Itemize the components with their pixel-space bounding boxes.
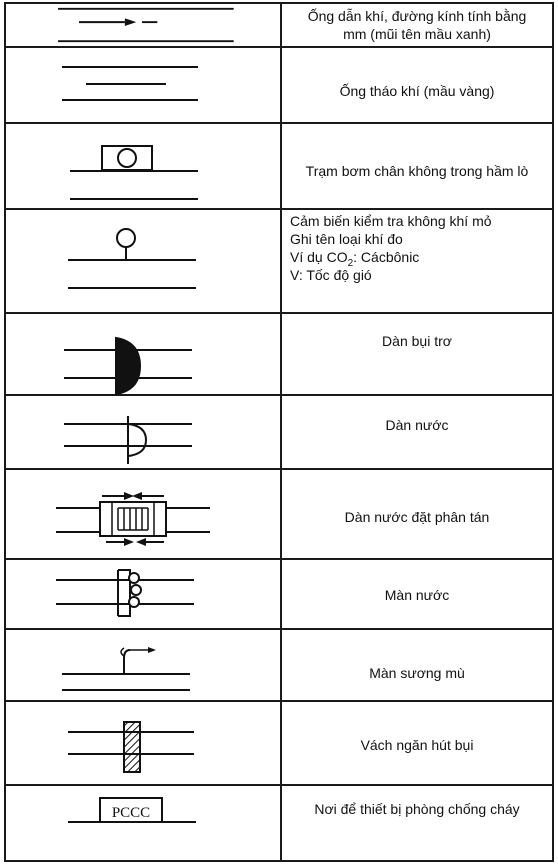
symbol-cell: [6, 786, 282, 860]
symbol-cell: [6, 702, 282, 784]
description-line: Màn nước: [384, 587, 450, 603]
legend-row: [4, 560, 554, 630]
description-line: Nơi để thiết bị phòng chống cháy: [314, 801, 520, 817]
description-line: Dàn nước đặt phân tán: [344, 509, 490, 525]
description-line: Ghi tên loại khí đo: [290, 231, 403, 247]
legend-row: [4, 48, 554, 124]
description-cell: [282, 4, 552, 46]
symbol-cell: [6, 560, 282, 628]
fire-equipment-station-icon: [6, 786, 280, 860]
legend-row: [4, 2, 554, 48]
description-line: mm (mũi tên mầu xanh): [343, 26, 491, 42]
inert-dust-barrier-icon: [6, 314, 280, 394]
symbol-cell: [6, 4, 282, 46]
description-line: Vách ngăn hút bụi: [360, 737, 474, 753]
legend-row: [4, 786, 554, 862]
water-curtain-icon: [6, 560, 280, 628]
description-cell: [282, 210, 552, 312]
description-line: Dàn bụi trơ: [382, 333, 452, 349]
description-line: Cảm biến kiểm tra không khí mỏ: [290, 213, 492, 229]
gas-exhaust-pipe-icon: [6, 48, 280, 122]
symbol-cell: [6, 48, 282, 122]
legend-row: [4, 124, 554, 210]
description-cell: [282, 48, 552, 122]
description-cell: [282, 314, 552, 394]
description-line: Ví dụ $CO_2$: Cácbônic: [290, 249, 420, 269]
vacuum-pump-station-icon: [6, 124, 280, 208]
description-cell: [282, 124, 552, 208]
air-sensor-icon: [6, 210, 280, 312]
description-cell: [282, 396, 552, 468]
pccc-box-label: PCCC: [111, 805, 151, 821]
distributed-water-barrier-icon: [6, 470, 280, 558]
description-line: V: Tốc độ gió: [290, 267, 372, 283]
symbol-cell: [6, 470, 282, 558]
description-cell: [282, 560, 552, 628]
description-line: Dàn nước: [385, 417, 449, 433]
description-line: Trạm bơm chân không trong hầm lò: [305, 163, 529, 179]
gas-pipe-arrow-icon: [6, 4, 280, 46]
description-cell: [282, 470, 552, 558]
description-cell: [282, 786, 552, 860]
legend-row: [4, 210, 554, 314]
legend-row: [4, 396, 554, 470]
description-line: Ống dẫn khí, đường kính tính bằng: [307, 8, 527, 24]
symbol-cell: [6, 630, 282, 700]
symbol-cell: [6, 124, 282, 208]
description-cell: [282, 630, 552, 700]
legend-row: [4, 630, 554, 702]
description-line: Ống tháo khí (mầu vàng): [339, 83, 495, 99]
dust-suction-partition-icon: [6, 702, 280, 784]
symbol-cell: [6, 314, 282, 394]
water-barrier-icon: [6, 396, 280, 468]
mist-curtain-icon: [6, 630, 280, 700]
description-line: Màn sương mù: [369, 665, 465, 681]
description-cell: [282, 702, 552, 784]
legend-row: [4, 314, 554, 396]
symbol-cell: [6, 396, 282, 468]
symbol-cell: [6, 210, 282, 312]
legend-row: [4, 702, 554, 786]
legend-row: [4, 470, 554, 560]
